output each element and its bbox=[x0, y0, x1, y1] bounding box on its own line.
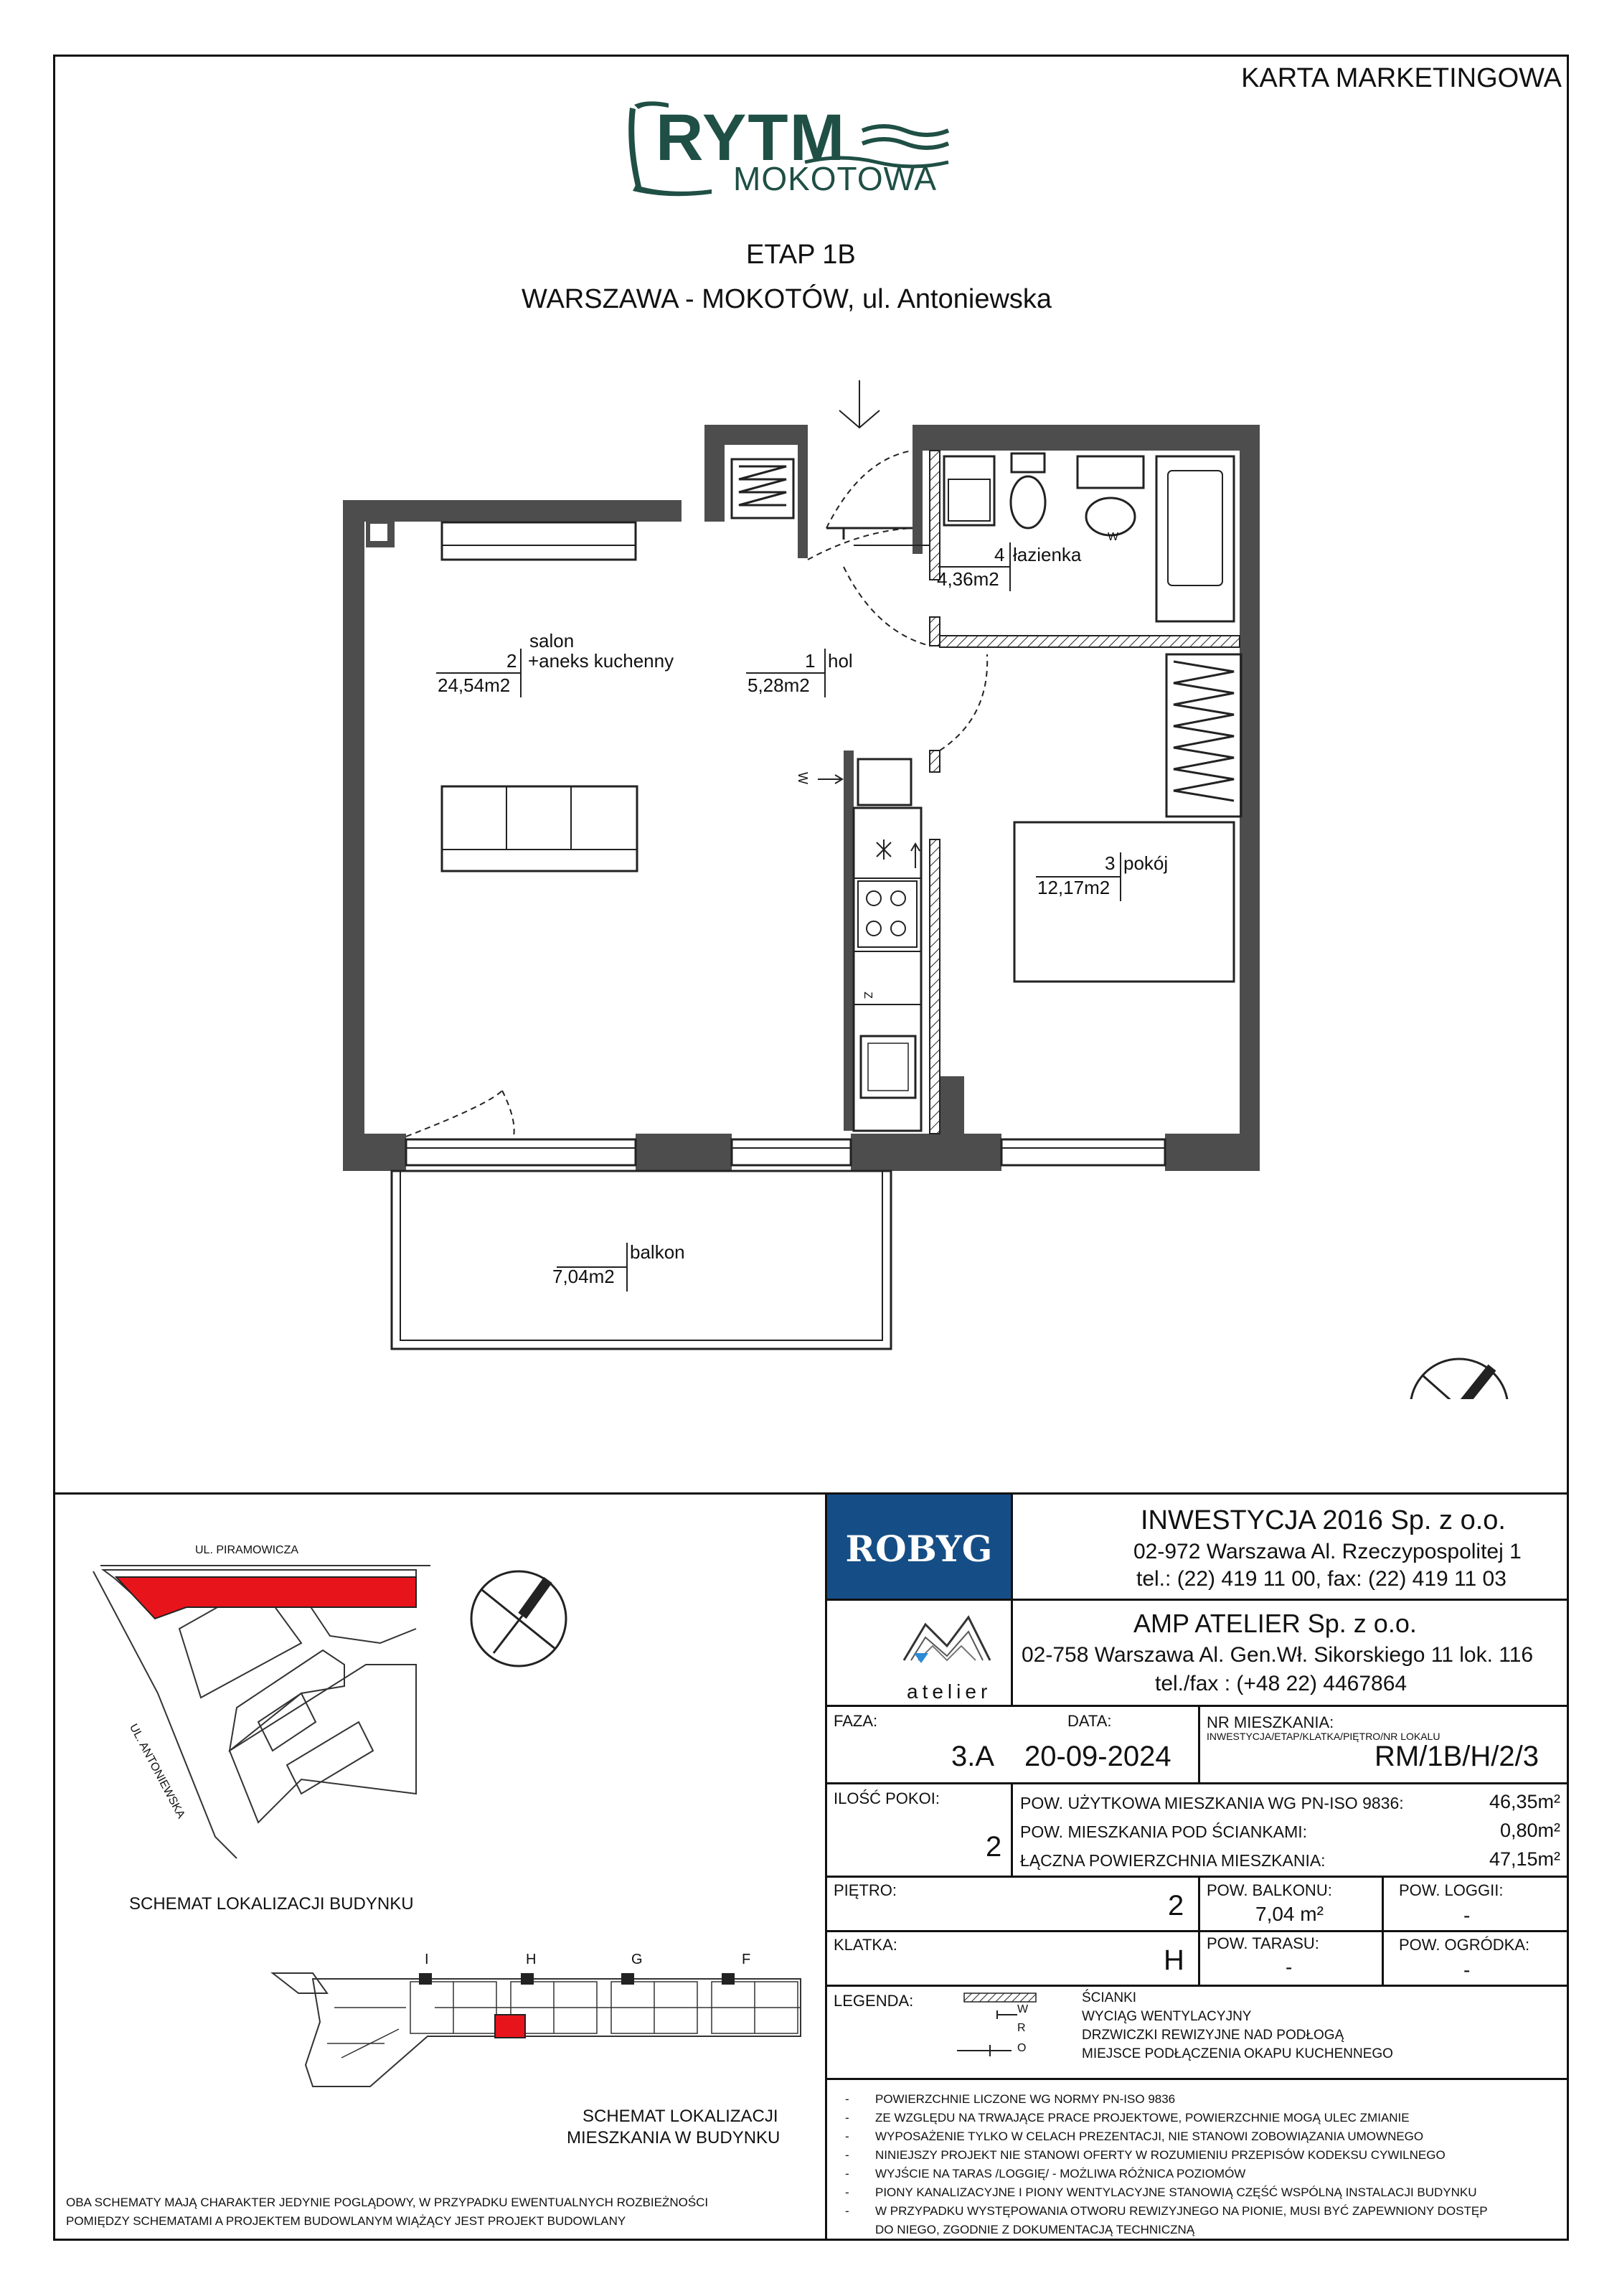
date-value: 20-09-2024 bbox=[1024, 1741, 1171, 1772]
room-salon-name: salon bbox=[529, 630, 575, 651]
garden-label: POW. OGRÓDKA: bbox=[1399, 1936, 1530, 1954]
room-pokoj-no: 3 bbox=[1105, 852, 1116, 874]
terrace-label: POW. TARASU: bbox=[1207, 1934, 1319, 1952]
column-divider bbox=[825, 1492, 827, 2241]
room-balkon-area: 7,04m2 bbox=[552, 1266, 615, 1287]
street-piramowicza: UL. PIRAMOWICZA bbox=[195, 1544, 299, 1556]
legend-symbols bbox=[954, 1986, 1040, 2072]
disclaimer-line-1: OBA SCHEMATY MAJĄ CHARAKTER JEDYNIE POGLĄDOWY, W PRZYPADKU EWENTUALNYCH ROZBIEŻNOŚCI bbox=[66, 2196, 709, 2209]
date-label: DATA: bbox=[1067, 1712, 1112, 1730]
unit-value: RM/1B/H/2/3 bbox=[1375, 1741, 1539, 1772]
investor-name: INWESTYCJA 2016 Sp. z o.o. bbox=[1141, 1505, 1506, 1535]
loggia-value: - bbox=[1463, 1904, 1471, 1926]
terrace-value: - bbox=[1286, 1956, 1293, 1978]
balcony-label: POW. BALKONU: bbox=[1207, 1881, 1332, 1899]
usable-area-label: POW. UŻYTKOWA MIESZKANIA WG PN-ISO 9836: bbox=[1020, 1794, 1404, 1812]
room-bathroom-no: 4 bbox=[994, 544, 1005, 565]
usable-area-value: 46,35m² bbox=[1489, 1791, 1560, 1812]
note-1: POWIERZCHNIE LICZONE WG NORMY PN-ISO 9836 bbox=[875, 2092, 1176, 2106]
room-salon-area: 24,54m2 bbox=[438, 674, 511, 696]
floor-value: 2 bbox=[1168, 1890, 1184, 1921]
legend-symbol-r: R bbox=[1017, 2022, 1026, 2034]
card-type-label: KARTA MARKETINGOWA bbox=[1241, 63, 1562, 93]
phase-label: FAZA: bbox=[834, 1712, 878, 1730]
room-balkon-name: balkon bbox=[630, 1241, 685, 1263]
street-antoniewska: UL. ANTONIEWSKA bbox=[126, 1722, 187, 1821]
floor-label: PIĘTRO: bbox=[834, 1881, 897, 1899]
grid-divider-h5 bbox=[825, 2078, 1569, 2080]
rooms-label: ILOŚĆ POKOI: bbox=[834, 1789, 940, 1807]
robyg-logo bbox=[827, 1495, 1011, 1599]
room-hol-no: 1 bbox=[805, 650, 816, 672]
grid-divider-v1 bbox=[1198, 1705, 1200, 1784]
grid-divider-h1 bbox=[825, 1782, 1569, 1784]
apartment-caption-1: SCHEMAT LOKALIZACJI bbox=[583, 2107, 778, 2126]
address-label: WARSZAWA - MOKOTÓW, ul. Antoniewska bbox=[522, 284, 1052, 314]
stairwell-g: G bbox=[631, 1952, 643, 1967]
note-8: DO NIEGO, ZGODNIE Z DOKUMENTACJĄ TECHNICZNĄ bbox=[875, 2223, 1195, 2236]
unit-label: NR MIESZKANIA: bbox=[1207, 1713, 1334, 1731]
stairwell-value: H bbox=[1164, 1944, 1184, 1976]
disclaimer-line-2: POMIĘDZY SCHEMATAMI A PROJEKTEM BUDOWLANYM WIĄŻĄCY JEST PROJEKT BUDOWLANY bbox=[66, 2214, 626, 2228]
building-caption: SCHEMAT LOKALIZACJI BUDYNKU bbox=[129, 1894, 414, 1914]
note-3: WYPOSAŻENIE TYLKO W CELACH PREZENTACJI, NIE STANOWI ZOBOWIĄZANIA UMOWNEGO bbox=[875, 2130, 1424, 2143]
garden-value: - bbox=[1463, 1959, 1471, 1981]
legend-symbol-w: W bbox=[1017, 2003, 1029, 2015]
loggia-label: POW. LOGGII: bbox=[1399, 1881, 1504, 1899]
note-6: PIONY KANALIZACYJNE I PIONY WENTYLACYJNE STANOWIĄ CZĘŚĆ WSPÓLNĄ INSTALACJI BUDYNKU bbox=[875, 2186, 1477, 2199]
room-bathroom-name: łazienka bbox=[1013, 544, 1082, 565]
room-bathroom-area: 4,36m2 bbox=[937, 568, 999, 590]
building-location-scheme bbox=[86, 1550, 459, 1880]
apartment-caption-2: MIESZKANIA W BUDYNKU bbox=[567, 2128, 781, 2147]
room-pokoj-area: 12,17m2 bbox=[1037, 877, 1111, 898]
phase-value: 3.A bbox=[951, 1741, 995, 1772]
stairwell-h: H bbox=[526, 1952, 537, 1967]
logo-mokotowa: MOKOTOWA bbox=[733, 160, 937, 197]
architect-phone: tel./fax : (+48 22) 4467864 bbox=[1155, 1672, 1408, 1695]
legend-label: LEGENDA: bbox=[834, 1992, 914, 2010]
kitchen-mark-z: Z bbox=[861, 992, 874, 999]
logo-rytm: RYTM bbox=[656, 101, 847, 174]
robyg-logo-text: ROBYG bbox=[845, 1528, 993, 1570]
room-salon-no: 2 bbox=[506, 650, 517, 672]
investor-divider bbox=[825, 1599, 1569, 1601]
grid-divider-h2 bbox=[825, 1876, 1569, 1878]
balcony-value: 7,04 m² bbox=[1255, 1903, 1324, 1925]
investor-phone: tel.: (22) 419 11 00, fax: (22) 419 11 03 bbox=[1136, 1567, 1507, 1591]
grid-divider-h4 bbox=[825, 1985, 1569, 1987]
wall-area-value: 0,80m² bbox=[1499, 1820, 1560, 1841]
stairwell-i: I bbox=[425, 1952, 429, 1967]
legend-item-revision-door: DRZWICZKI REWIZYJNE NAD PODŁOGĄ bbox=[1082, 2028, 1344, 2043]
note-5: WYJŚCIE NA TARAS /LOGGIĘ/ - MOŻLIWA RÓŻNICA POZIOMÓW bbox=[875, 2167, 1246, 2180]
atelier-logo-text: atelier bbox=[907, 1680, 992, 1703]
atelier-logo-icon bbox=[890, 1603, 1004, 1682]
room-hol-name: hol bbox=[828, 650, 853, 672]
grid-divider-v2 bbox=[1011, 1782, 1013, 1876]
apartment-location-scheme bbox=[270, 1965, 815, 2094]
compass-small bbox=[465, 1568, 572, 1676]
architect-name: AMP ATELIER Sp. z o.o. bbox=[1133, 1609, 1417, 1638]
room-salon-name2: +aneks kuchenny bbox=[528, 650, 674, 672]
total-area-label: ŁĄCZNA POWIERZCHNIA MIESZKANIA: bbox=[1020, 1851, 1326, 1870]
note-2: ZE WZGLĘDU NA TRWAJĄCE PRACE PROJEKTOWE, POWIERZCHNIE MOGĄ ULEC ZMIANIE bbox=[875, 2111, 1410, 2125]
unit-sublabel: INWESTYCJA/ETAP/KLATKA/PIĘTRO/NR LOKALU bbox=[1207, 1731, 1441, 1742]
stage-label: ETAP 1B bbox=[746, 240, 856, 270]
grid-divider-h3 bbox=[825, 1930, 1569, 1932]
legend-symbol-o: O bbox=[1017, 2042, 1027, 2054]
stairwell-label: KLATKA: bbox=[834, 1936, 897, 1954]
legend-item-vent: WYCIĄG WENTYLACYJNY bbox=[1082, 2009, 1252, 2024]
legend-item-hood: MIEJSCE PODŁĄCZENIA OKAPU KUCHENNEGO bbox=[1082, 2046, 1393, 2061]
vent-mark-w: W bbox=[796, 772, 810, 784]
note-4: NINIEJSZY PROJEKT NIE STANOWI OFERTY W ROZUMIENIU PRZEPISÓW KODEKSU CYWILNEGO bbox=[875, 2148, 1446, 2162]
architect-divider bbox=[825, 1705, 1569, 1707]
note-7: W PRZYPADKU WYSTĘPOWANIA OTWORU REWIZYJNEGO NA PIONIE, MUSI BYĆ ZAPEWNIONY DOSTĘP bbox=[875, 2204, 1488, 2218]
vent-mark-w-bath: W bbox=[1108, 531, 1119, 543]
architect-address: 02-758 Warszawa Al. Gen.Wł. Sikorskiego 11 lok. 116 bbox=[1022, 1643, 1534, 1667]
investor-address: 02-972 Warszawa Al. Rzeczypospolitej 1 bbox=[1133, 1540, 1522, 1563]
legend-item-walls: ŚCIANKI bbox=[1082, 1990, 1137, 2005]
total-area-value: 47,15m² bbox=[1489, 1848, 1560, 1870]
room-pokoj-name: pokój bbox=[1123, 852, 1169, 874]
rooms-value: 2 bbox=[986, 1831, 1002, 1863]
section-divider bbox=[53, 1492, 1569, 1495]
stairwell-f: F bbox=[742, 1952, 751, 1967]
room-hol-area: 5,28m2 bbox=[748, 674, 810, 696]
wall-area-label: POW. MIESZKANIA POD ŚCIANKAMI: bbox=[1020, 1822, 1308, 1841]
